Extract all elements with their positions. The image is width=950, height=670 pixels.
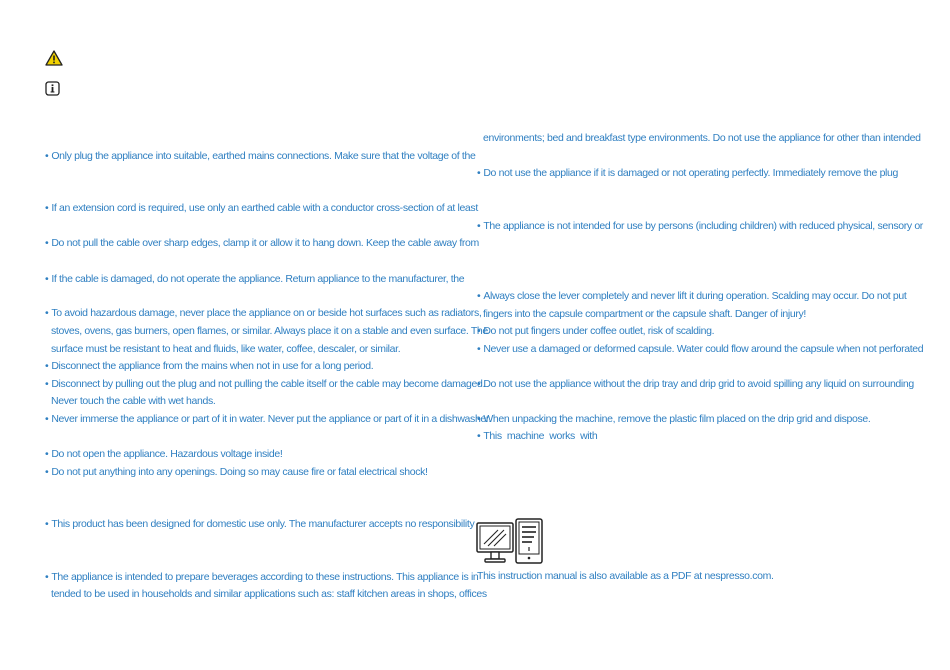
- right-line-8: • Do not use the appliance without the drip tray and drip grid to avoid spilling any liquid on surrounding: [477, 377, 895, 391]
- right-line-4: • Always close the lever completely and never lift it during operation. Scalding may occur. Do not put: [477, 289, 895, 303]
- pdf-availability-note: This instruction manual is also available as a PDF at nespresso.com.: [477, 570, 774, 582]
- left-line-16: tended to be used in households and similar applications such as: staff kitchen areas in shops, offices: [51, 588, 487, 600]
- warning-triangle-icon: [45, 50, 63, 66]
- left-line-4: • If the cable is damaged, do not operate the appliance. Return appliance to the manufacturer, the: [45, 272, 463, 286]
- left-line-10: Never touch the cable with wet hands.: [51, 395, 216, 407]
- computer-and-tablet-icon: [476, 518, 544, 564]
- left-line-12: • Do not open the appliance. Hazardous voltage inside!: [45, 447, 282, 461]
- left-line-11: • Never immerse the appliance or part of it in water. Never put the appliance or part of it in a dishwasher.: [45, 412, 463, 426]
- right-line-1: environments; bed and breakfast type environments. Do not use the appliance for other than intended: [483, 132, 921, 144]
- left-line-6: stoves, ovens, gas burners, open flames, or similar. Always place it on a stable and even surface. The: [51, 325, 488, 337]
- left-line-2: • If an extension cord is required, use only an earthed cable with a conductor cross-section of at least: [45, 201, 463, 215]
- right-line-10: • This machine works with: [477, 429, 597, 443]
- left-line-5: • To avoid hazardous damage, never place the appliance on or beside hot surfaces such as radiators,: [45, 306, 463, 320]
- left-line-14: • This product has been designed for domestic use only. The manufacturer accepts no responsibility: [45, 517, 463, 531]
- right-line-9: • When unpacking the machine, remove the plastic film placed on the drip grid and dispose.: [477, 412, 870, 426]
- left-line-8: • Disconnect the appliance from the mains when not in use for a long period.: [45, 359, 373, 373]
- left-line-3: • Do not pull the cable over sharp edges, clamp it or allow it to hang down. Keep the cable away from: [45, 236, 463, 250]
- right-line-3: • The appliance is not intended for use by persons (including children) with reduced physical, sensory or: [477, 219, 895, 233]
- left-line-1: • Only plug the appliance into suitable, earthed mains connections. Make sure that the voltage of the: [45, 149, 463, 163]
- left-line-15: • The appliance is intended to prepare beverages according to these instructions. This appliance is in: [45, 570, 463, 584]
- right-line-2: • Do not use the appliance if it is damaged or not operating perfectly. Immediately remove the plug: [477, 166, 895, 180]
- left-line-9: • Disconnect by pulling out the plug and not pulling the cable itself or the cable may become damaged.: [45, 377, 463, 391]
- right-line-7: • Never use a damaged or deformed capsule. Water could flow around the capsule when not perforated: [477, 342, 895, 356]
- left-line-7: surface must be resistant to heat and fluids, like water, coffee, descaler, or similar.: [51, 343, 401, 355]
- right-line-5: fingers into the capsule compartment or the capsule shaft. Danger of injury!: [483, 308, 807, 320]
- right-line-6: • Do not put fingers under coffee outlet, risk of scalding.: [477, 324, 714, 338]
- info-box-icon: [45, 81, 60, 96]
- left-line-13: • Do not put anything into any openings. Doing so may cause fire or fatal electrical shock!: [45, 465, 428, 479]
